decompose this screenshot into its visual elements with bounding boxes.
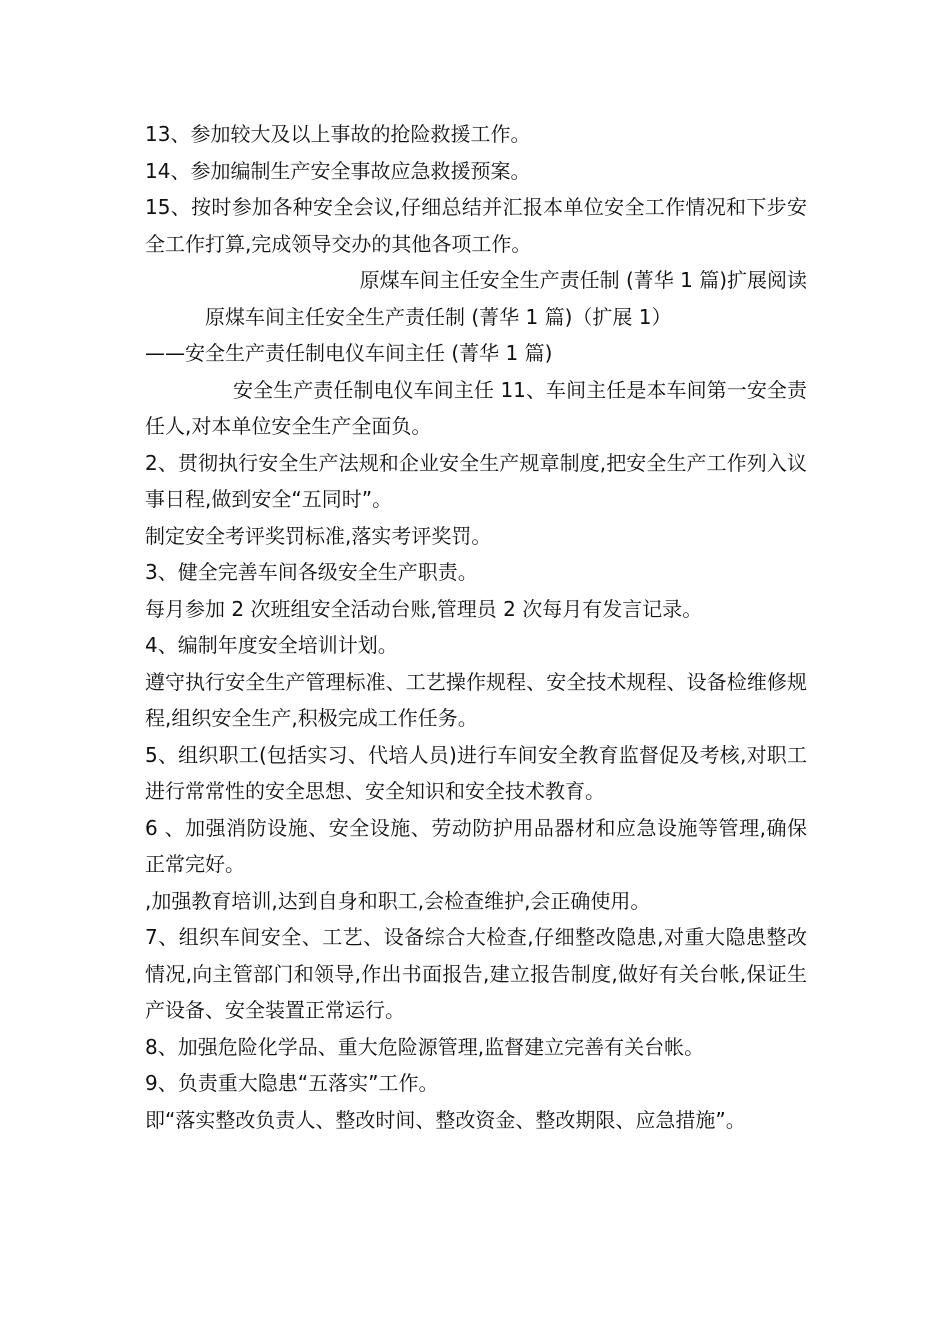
document-body xyxy=(145,116,807,1138)
paragraph: 制定安全考评奖罚标准,落实考评奖罚。 xyxy=(145,523,492,548)
paragraph: 4、编制年度安全培训计划。 xyxy=(145,633,398,657)
paragraph: 15、按时参加各种安全会议,仔细总结并汇报本单位安全工作情况和下步安全工作打算,完成领导交办的其他各项工作。 xyxy=(145,195,807,256)
section-title: ——安全生产责任制电仪车间主任 (菁华 1 篇) xyxy=(145,341,553,365)
paragraph: 13、参加较大及以上事故的抢险救援工作。 xyxy=(145,122,531,146)
paragraph: 8、加强危险化学品、重大危险源管理,监督建立完善有关台帐。 xyxy=(145,1034,705,1059)
paragraph: 2、贯彻执行安全生产法规和企业安全生产规章制度,把安全生产工作列入议事日程,做到安全“五同时”。 xyxy=(145,450,807,511)
paragraph: 5、组织职工(包括实习、代培人员)进行车间安全教育监督促及考核,对职工进行常常性的安全思想、安全知识和安全技术教育。 xyxy=(145,742,807,803)
paragraph: 6 、加强消防设施、安全设施、劳动防护用品器材和应急设施等管理,确保正常完好。 xyxy=(145,815,807,876)
paragraph: 3、健全完善车间各级安全生产职责。 xyxy=(145,560,478,584)
paragraph: ,加强教育培训,达到自身和职工,会检查维护,会正确使用。 xyxy=(145,888,651,913)
paragraph: 安全生产责任制电仪车间主任 11、车间主任是本车间第一安全责任人,对本单位安全生产全面负。 xyxy=(145,377,807,438)
paragraph: 即“落实整改负责人、整改时间、整改资金、整改期限、应急措施”。 xyxy=(145,1107,746,1132)
section-heading: 原煤车间主任安全生产责任制 (菁华 1 篇)扩展阅读 xyxy=(359,268,807,292)
paragraph: 7、组织车间安全、工艺、设备综合大检查,仔细整改隐患,对重大隐患整改情况,向主管部门和领导,作出书面报告,建立报告制度,做好有关台帐,保证生产设备、安全装置正常运行。 xyxy=(145,925,807,1022)
paragraph: 9、负责重大隐患“五落实”工作。 xyxy=(145,1071,439,1095)
paragraph: 14、参加编制生产安全事故应急救援预案。 xyxy=(145,158,531,183)
section-subheading: 原煤车间主任安全生产责任制 (菁华 1 篇)（扩展 1） xyxy=(205,304,672,329)
paragraph: 遵守执行安全生产管理标准、工艺操作规程、安全技术规程、设备检维修规程,组织安全生产,积极完成工作任务。 xyxy=(145,669,807,730)
paragraph: 每月参加 2 次班组安全活动台账,管理员 2 次每月有发言记录。 xyxy=(145,596,703,621)
